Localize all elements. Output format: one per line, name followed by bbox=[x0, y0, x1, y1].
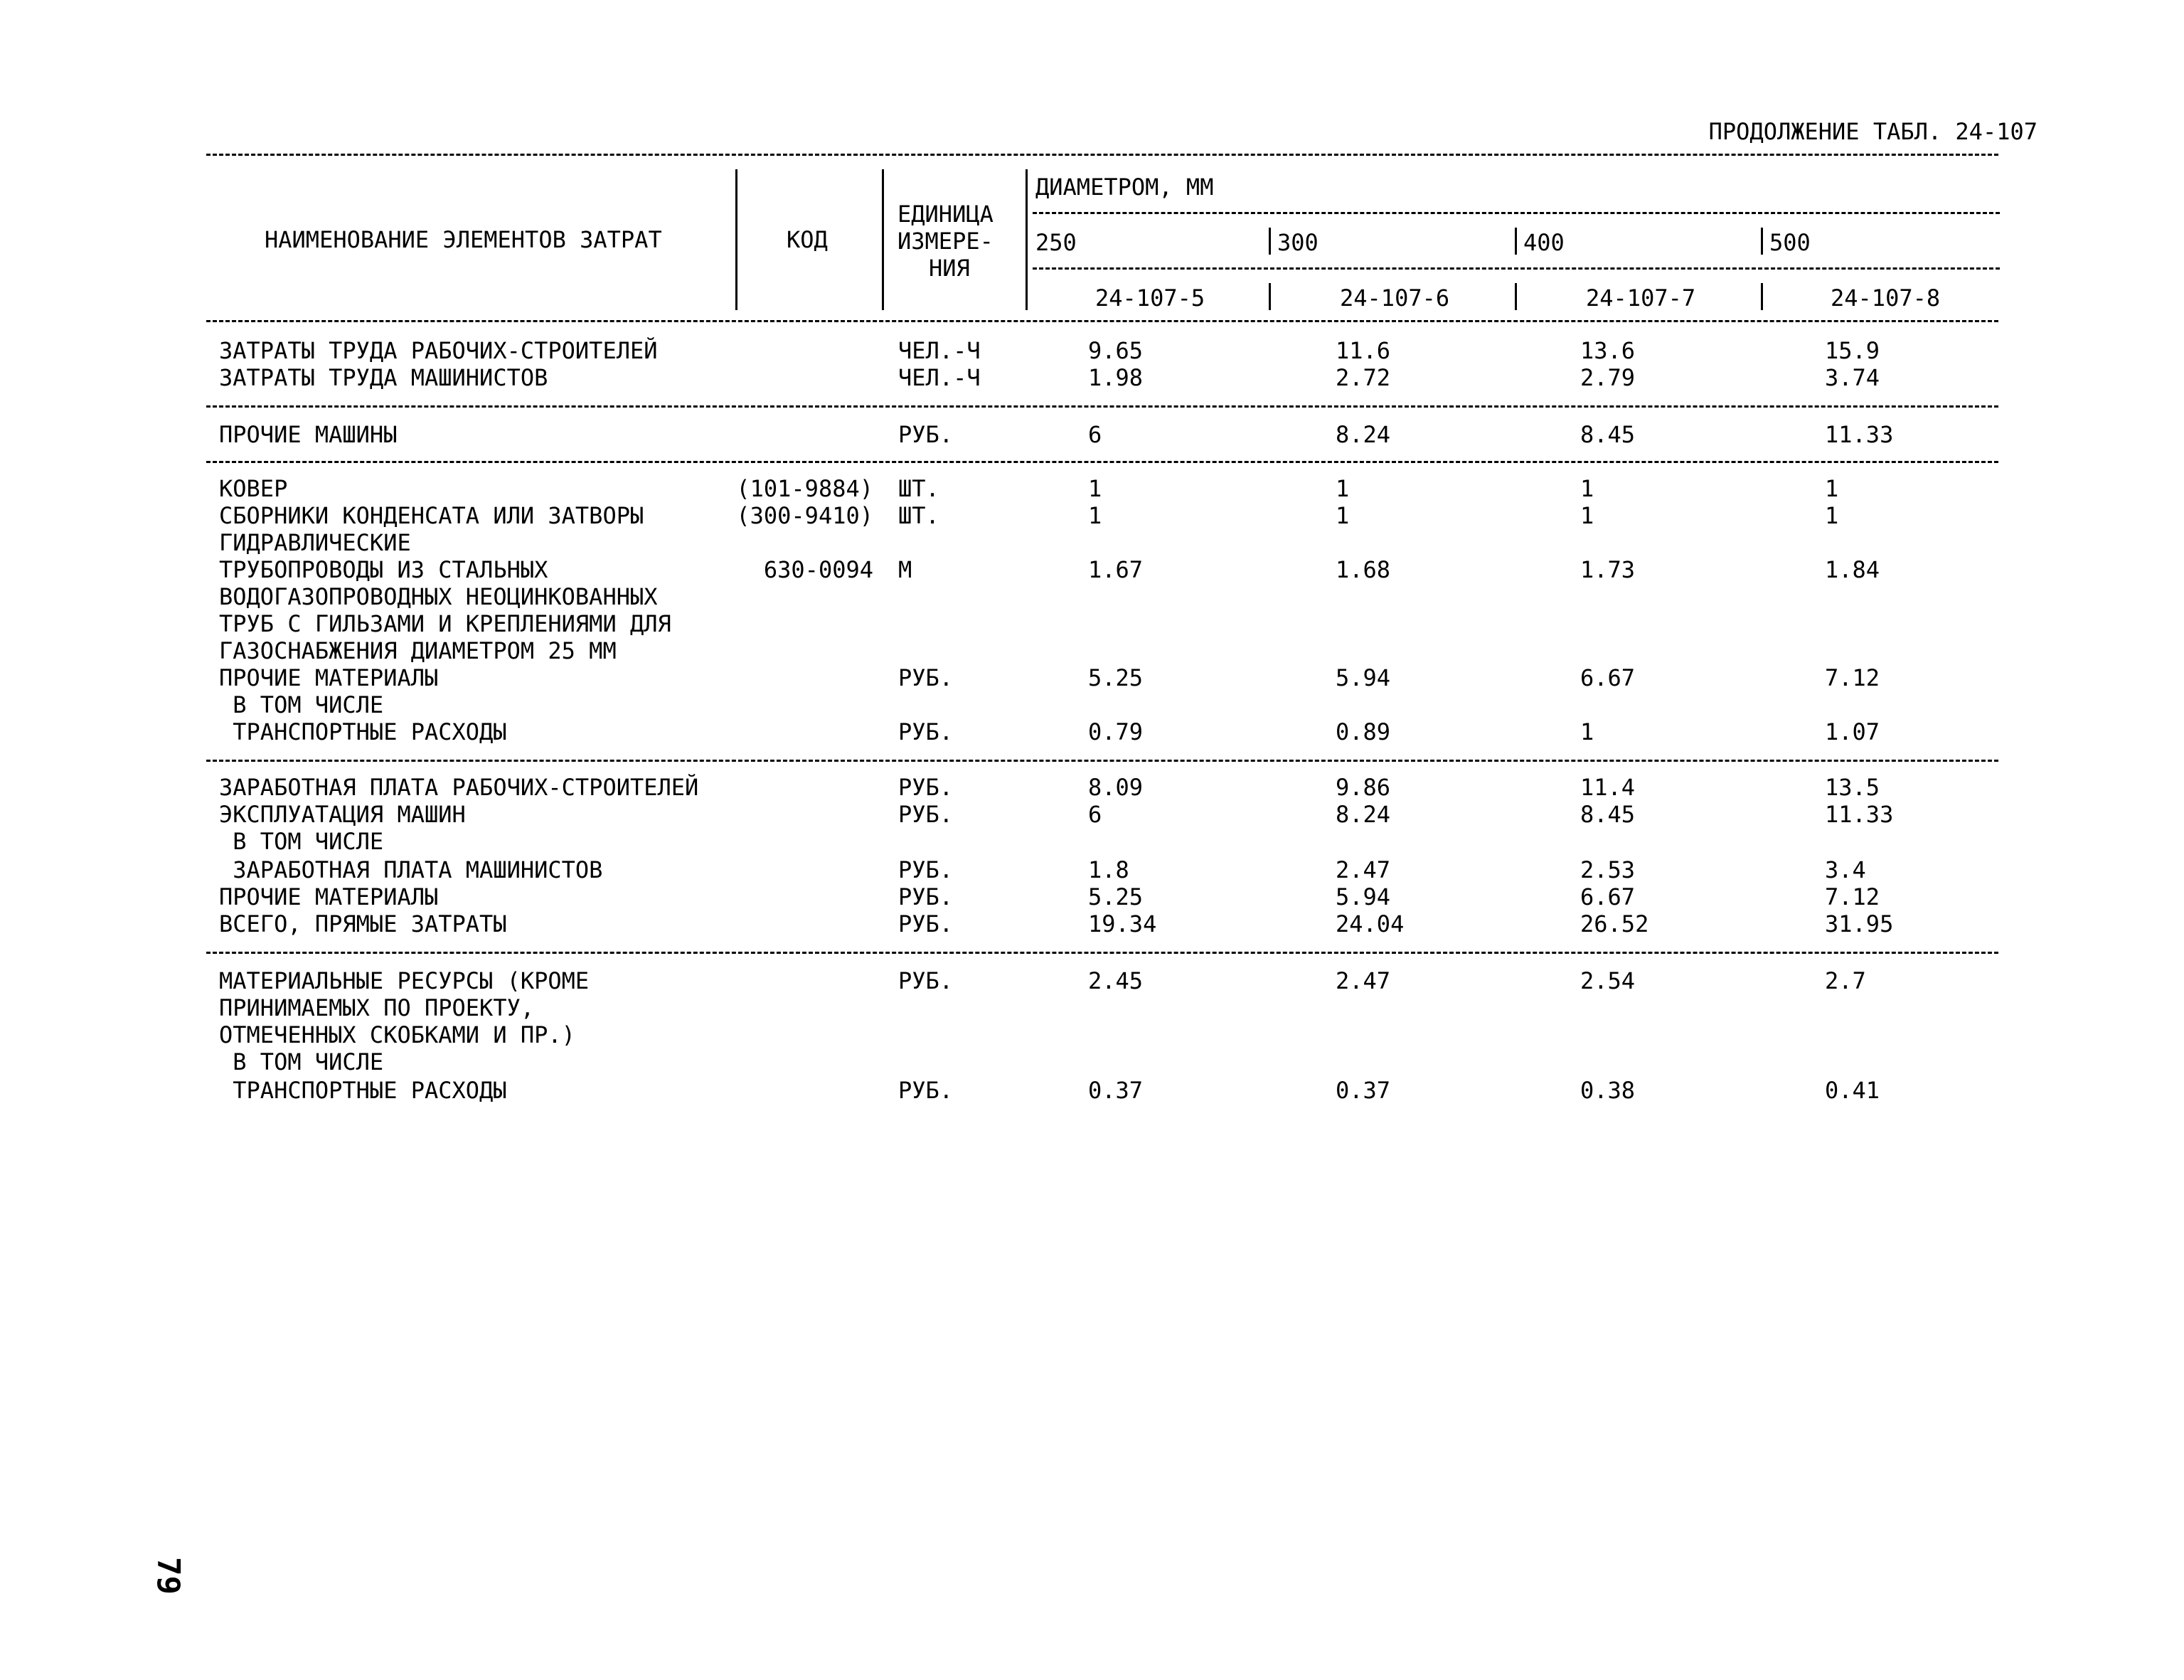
row-value: 1.67 bbox=[1088, 556, 1144, 583]
row-name: ВСЕГО, ПРЯМЫЕ ЗАТРАТЫ bbox=[219, 910, 507, 937]
row-name: ЗАТРАТЫ ТРУДА РАБОЧИХ-СТРОИТЕЛЕЙ bbox=[219, 337, 658, 364]
row-name: МАТЕРИАЛЬНЫЕ РЕСУРСЫ (КРОМЕ bbox=[219, 967, 590, 994]
row-value: 6 bbox=[1088, 801, 1102, 828]
row-value: 11.33 bbox=[1825, 421, 1894, 448]
header-price-code: 24-107-8 bbox=[1831, 285, 1941, 312]
row-unit: РУБ. bbox=[898, 856, 954, 883]
row-value: 2.45 bbox=[1088, 967, 1144, 994]
row-value: 3.4 bbox=[1825, 856, 1866, 883]
header-divider bbox=[1761, 283, 1763, 310]
row-value: 1.8 bbox=[1088, 856, 1129, 883]
row-unit: ШТ. bbox=[898, 475, 939, 502]
row-code: (300-9410) bbox=[736, 502, 873, 529]
header-price-code: 24-107-5 bbox=[1095, 285, 1205, 312]
row-value: 6.67 bbox=[1580, 883, 1636, 910]
row-value: 5.94 bbox=[1336, 883, 1391, 910]
row-name: СБОРНИКИ КОНДЕНСАТА ИЛИ ЗАТВОРЫ bbox=[219, 502, 644, 529]
table-row bbox=[0, 1021, 2184, 1048]
table-row bbox=[0, 364, 2184, 391]
row-name: ВОДОГАЗОПРОВОДНЫХ НЕОЦИНКОВАННЫХ bbox=[219, 583, 658, 610]
row-value: 31.95 bbox=[1825, 910, 1894, 937]
header-unit-line2: ИЗМЕРЕ- bbox=[897, 228, 994, 255]
row-value: 5.25 bbox=[1088, 664, 1144, 691]
row-value: 0.37 bbox=[1088, 1077, 1144, 1104]
row-value: 0.37 bbox=[1336, 1077, 1391, 1104]
header-diameter: 300 bbox=[1277, 229, 1319, 256]
row-value: 26.52 bbox=[1580, 910, 1649, 937]
table-row bbox=[0, 637, 2184, 664]
row-value: 1 bbox=[1088, 502, 1102, 529]
table-row bbox=[0, 583, 2184, 610]
header-rule bbox=[1033, 212, 2000, 214]
row-value: 2.47 bbox=[1336, 967, 1391, 994]
row-value: 11.33 bbox=[1825, 801, 1894, 828]
header-code-col: КОД bbox=[787, 226, 828, 253]
header-divider bbox=[1269, 228, 1271, 255]
row-value: 1 bbox=[1825, 502, 1839, 529]
row-unit: РУБ. bbox=[898, 718, 954, 745]
row-unit: РУБ. bbox=[898, 774, 954, 801]
header-divider bbox=[882, 169, 884, 310]
table-row bbox=[0, 691, 2184, 718]
header-group-label: ДИАМЕТРОМ, ММ bbox=[1035, 174, 1214, 201]
row-value: 7.12 bbox=[1825, 883, 1880, 910]
row-value: 5.25 bbox=[1088, 883, 1144, 910]
row-code: 630-0094 bbox=[763, 556, 873, 583]
row-value: 19.34 bbox=[1088, 910, 1157, 937]
table-row bbox=[0, 610, 2184, 637]
header-rule bbox=[1033, 267, 2000, 270]
row-name: ТРАНСПОРТНЫЕ РАСХОДЫ bbox=[219, 718, 507, 745]
table-row bbox=[0, 910, 2184, 937]
table-row bbox=[0, 718, 2184, 745]
row-name: ЗАРАБОТНАЯ ПЛАТА РАБОЧИХ-СТРОИТЕЛЕЙ bbox=[219, 774, 699, 801]
row-code: (101-9884) bbox=[736, 475, 873, 502]
row-name: ТРАНСПОРТНЫЕ РАСХОДЫ bbox=[219, 1077, 507, 1104]
row-value: 2.79 bbox=[1580, 364, 1636, 391]
row-value: 1 bbox=[1825, 475, 1839, 502]
row-name: В ТОМ ЧИСЛЕ bbox=[219, 691, 384, 718]
row-value: 1 bbox=[1336, 475, 1350, 502]
row-unit: РУБ. bbox=[898, 421, 954, 448]
table-row bbox=[0, 475, 2184, 502]
row-name: ТРУБОПРОВОДЫ ИЗ СТАЛЬНЫХ bbox=[219, 556, 548, 583]
row-value: 1 bbox=[1580, 502, 1594, 529]
row-value: 0.41 bbox=[1825, 1077, 1880, 1104]
row-value: 1.73 bbox=[1580, 556, 1636, 583]
row-value: 11.4 bbox=[1580, 774, 1636, 801]
row-value: 9.86 bbox=[1336, 774, 1391, 801]
table-row bbox=[0, 828, 2184, 855]
table-row bbox=[0, 994, 2184, 1021]
table-row bbox=[0, 1048, 2184, 1075]
header-unit-line3: НИЯ bbox=[929, 255, 970, 282]
table-row bbox=[0, 421, 2184, 448]
header-divider bbox=[1761, 228, 1763, 255]
table-row bbox=[0, 801, 2184, 828]
row-value: 1.07 bbox=[1825, 718, 1880, 745]
row-value: 1.98 bbox=[1088, 364, 1144, 391]
table-row bbox=[0, 883, 2184, 910]
row-unit: РУБ. bbox=[898, 664, 954, 691]
row-value: 2.7 bbox=[1825, 967, 1866, 994]
row-value: 0.38 bbox=[1580, 1077, 1636, 1104]
table-row bbox=[0, 664, 2184, 691]
row-name: ПРОЧИЕ МАТЕРИАЛЫ bbox=[219, 664, 439, 691]
header-bottom-rule bbox=[206, 320, 1998, 322]
table-row bbox=[0, 856, 2184, 883]
header-name-col: НАИМЕНОВАНИЕ ЭЛЕМЕНТОВ ЗАТРАТ bbox=[265, 226, 662, 253]
header-diameter: 500 bbox=[1769, 229, 1811, 256]
row-unit: ЧЕЛ.-Ч bbox=[898, 337, 981, 364]
row-unit: РУБ. bbox=[898, 910, 954, 937]
row-value: 6 bbox=[1088, 421, 1102, 448]
row-name: ПРОЧИЕ МАТЕРИАЛЫ bbox=[219, 883, 439, 910]
header-unit-line1: ЕДИНИЦА bbox=[897, 201, 994, 228]
row-value: 0.79 bbox=[1088, 718, 1144, 745]
row-name: КОВЕР bbox=[219, 475, 288, 502]
row-value: 7.12 bbox=[1825, 664, 1880, 691]
section-rule bbox=[206, 760, 1998, 762]
section-rule bbox=[206, 952, 1998, 954]
row-name: ПРИНИМАЕМЫХ ПО ПРОЕКТУ, bbox=[219, 994, 535, 1021]
header-diameter: 400 bbox=[1523, 229, 1565, 256]
row-name: ОТМЕЧЕННЫХ СКОБКАМИ И ПР.) bbox=[219, 1021, 575, 1048]
row-unit: РУБ. bbox=[898, 801, 954, 828]
continuation-label: ПРОДОЛЖЕНИЕ ТАБЛ. 24-107 bbox=[1708, 118, 2037, 145]
row-value: 2.53 bbox=[1580, 856, 1636, 883]
table-row bbox=[0, 967, 2184, 994]
row-unit: М bbox=[898, 556, 912, 583]
header-divider bbox=[1515, 228, 1517, 255]
row-name: ЗАРАБОТНАЯ ПЛАТА МАШИНИСТОВ bbox=[219, 856, 603, 883]
row-value: 8.24 bbox=[1336, 421, 1391, 448]
row-value: 0.89 bbox=[1336, 718, 1391, 745]
section-rule bbox=[206, 461, 1998, 463]
row-name: ГАЗОСНАБЖЕНИЯ ДИАМЕТРОМ 25 ММ bbox=[219, 637, 617, 664]
header-diameter: 250 bbox=[1035, 229, 1077, 256]
row-name: В ТОМ ЧИСЛЕ bbox=[219, 1048, 384, 1075]
table-row bbox=[0, 337, 2184, 364]
row-value: 13.6 bbox=[1580, 337, 1636, 364]
row-unit: РУБ. bbox=[898, 1077, 954, 1104]
row-value: 8.09 bbox=[1088, 774, 1144, 801]
row-value: 13.5 bbox=[1825, 774, 1880, 801]
header-divider bbox=[1269, 283, 1271, 310]
table-row bbox=[0, 502, 2184, 529]
table-row bbox=[0, 529, 2184, 556]
table-row bbox=[0, 774, 2184, 801]
row-value: 2.47 bbox=[1336, 856, 1391, 883]
row-value: 1 bbox=[1580, 718, 1594, 745]
row-value: 1 bbox=[1580, 475, 1594, 502]
row-name: ГИДРАВЛИЧЕСКИЕ bbox=[219, 529, 411, 556]
header-price-code: 24-107-7 bbox=[1586, 285, 1696, 312]
row-value: 15.9 bbox=[1825, 337, 1880, 364]
row-name: ЭКСПЛУАТАЦИЯ МАШИН bbox=[219, 801, 466, 828]
row-name: ЗАТРАТЫ ТРУДА МАШИНИСТОВ bbox=[219, 364, 548, 391]
row-unit: ЧЕЛ.-Ч bbox=[898, 364, 981, 391]
row-value: 8.24 bbox=[1336, 801, 1391, 828]
row-value: 1.84 bbox=[1825, 556, 1880, 583]
row-name: ТРУБ С ГИЛЬЗАМИ И КРЕПЛЕНИЯМИ ДЛЯ bbox=[219, 610, 671, 637]
row-value: 11.6 bbox=[1336, 337, 1391, 364]
row-name: ПРОЧИЕ МАШИНЫ bbox=[219, 421, 398, 448]
table-top-rule bbox=[206, 154, 1998, 156]
row-value: 2.54 bbox=[1580, 967, 1636, 994]
section-rule bbox=[206, 405, 1998, 408]
header-price-code: 24-107-6 bbox=[1340, 285, 1450, 312]
row-value: 2.72 bbox=[1336, 364, 1391, 391]
header-divider bbox=[1026, 169, 1028, 310]
row-value: 24.04 bbox=[1336, 910, 1405, 937]
row-value: 1.68 bbox=[1336, 556, 1391, 583]
row-value: 5.94 bbox=[1336, 664, 1391, 691]
header-divider bbox=[1515, 283, 1517, 310]
row-unit: ШТ. bbox=[898, 502, 939, 529]
row-unit: РУБ. bbox=[898, 967, 954, 994]
row-value: 1 bbox=[1336, 502, 1350, 529]
row-value: 1 bbox=[1088, 475, 1102, 502]
header-divider bbox=[735, 169, 737, 310]
table-row bbox=[0, 1077, 2184, 1104]
row-value: 9.65 bbox=[1088, 337, 1144, 364]
row-value: 3.74 bbox=[1825, 364, 1880, 391]
row-value: 8.45 bbox=[1580, 421, 1636, 448]
row-unit: РУБ. bbox=[898, 883, 954, 910]
row-value: 6.67 bbox=[1580, 664, 1636, 691]
table-row bbox=[0, 556, 2184, 583]
row-value: 8.45 bbox=[1580, 801, 1636, 828]
page-number: 79 bbox=[149, 1557, 186, 1595]
row-name: В ТОМ ЧИСЛЕ bbox=[219, 828, 384, 855]
